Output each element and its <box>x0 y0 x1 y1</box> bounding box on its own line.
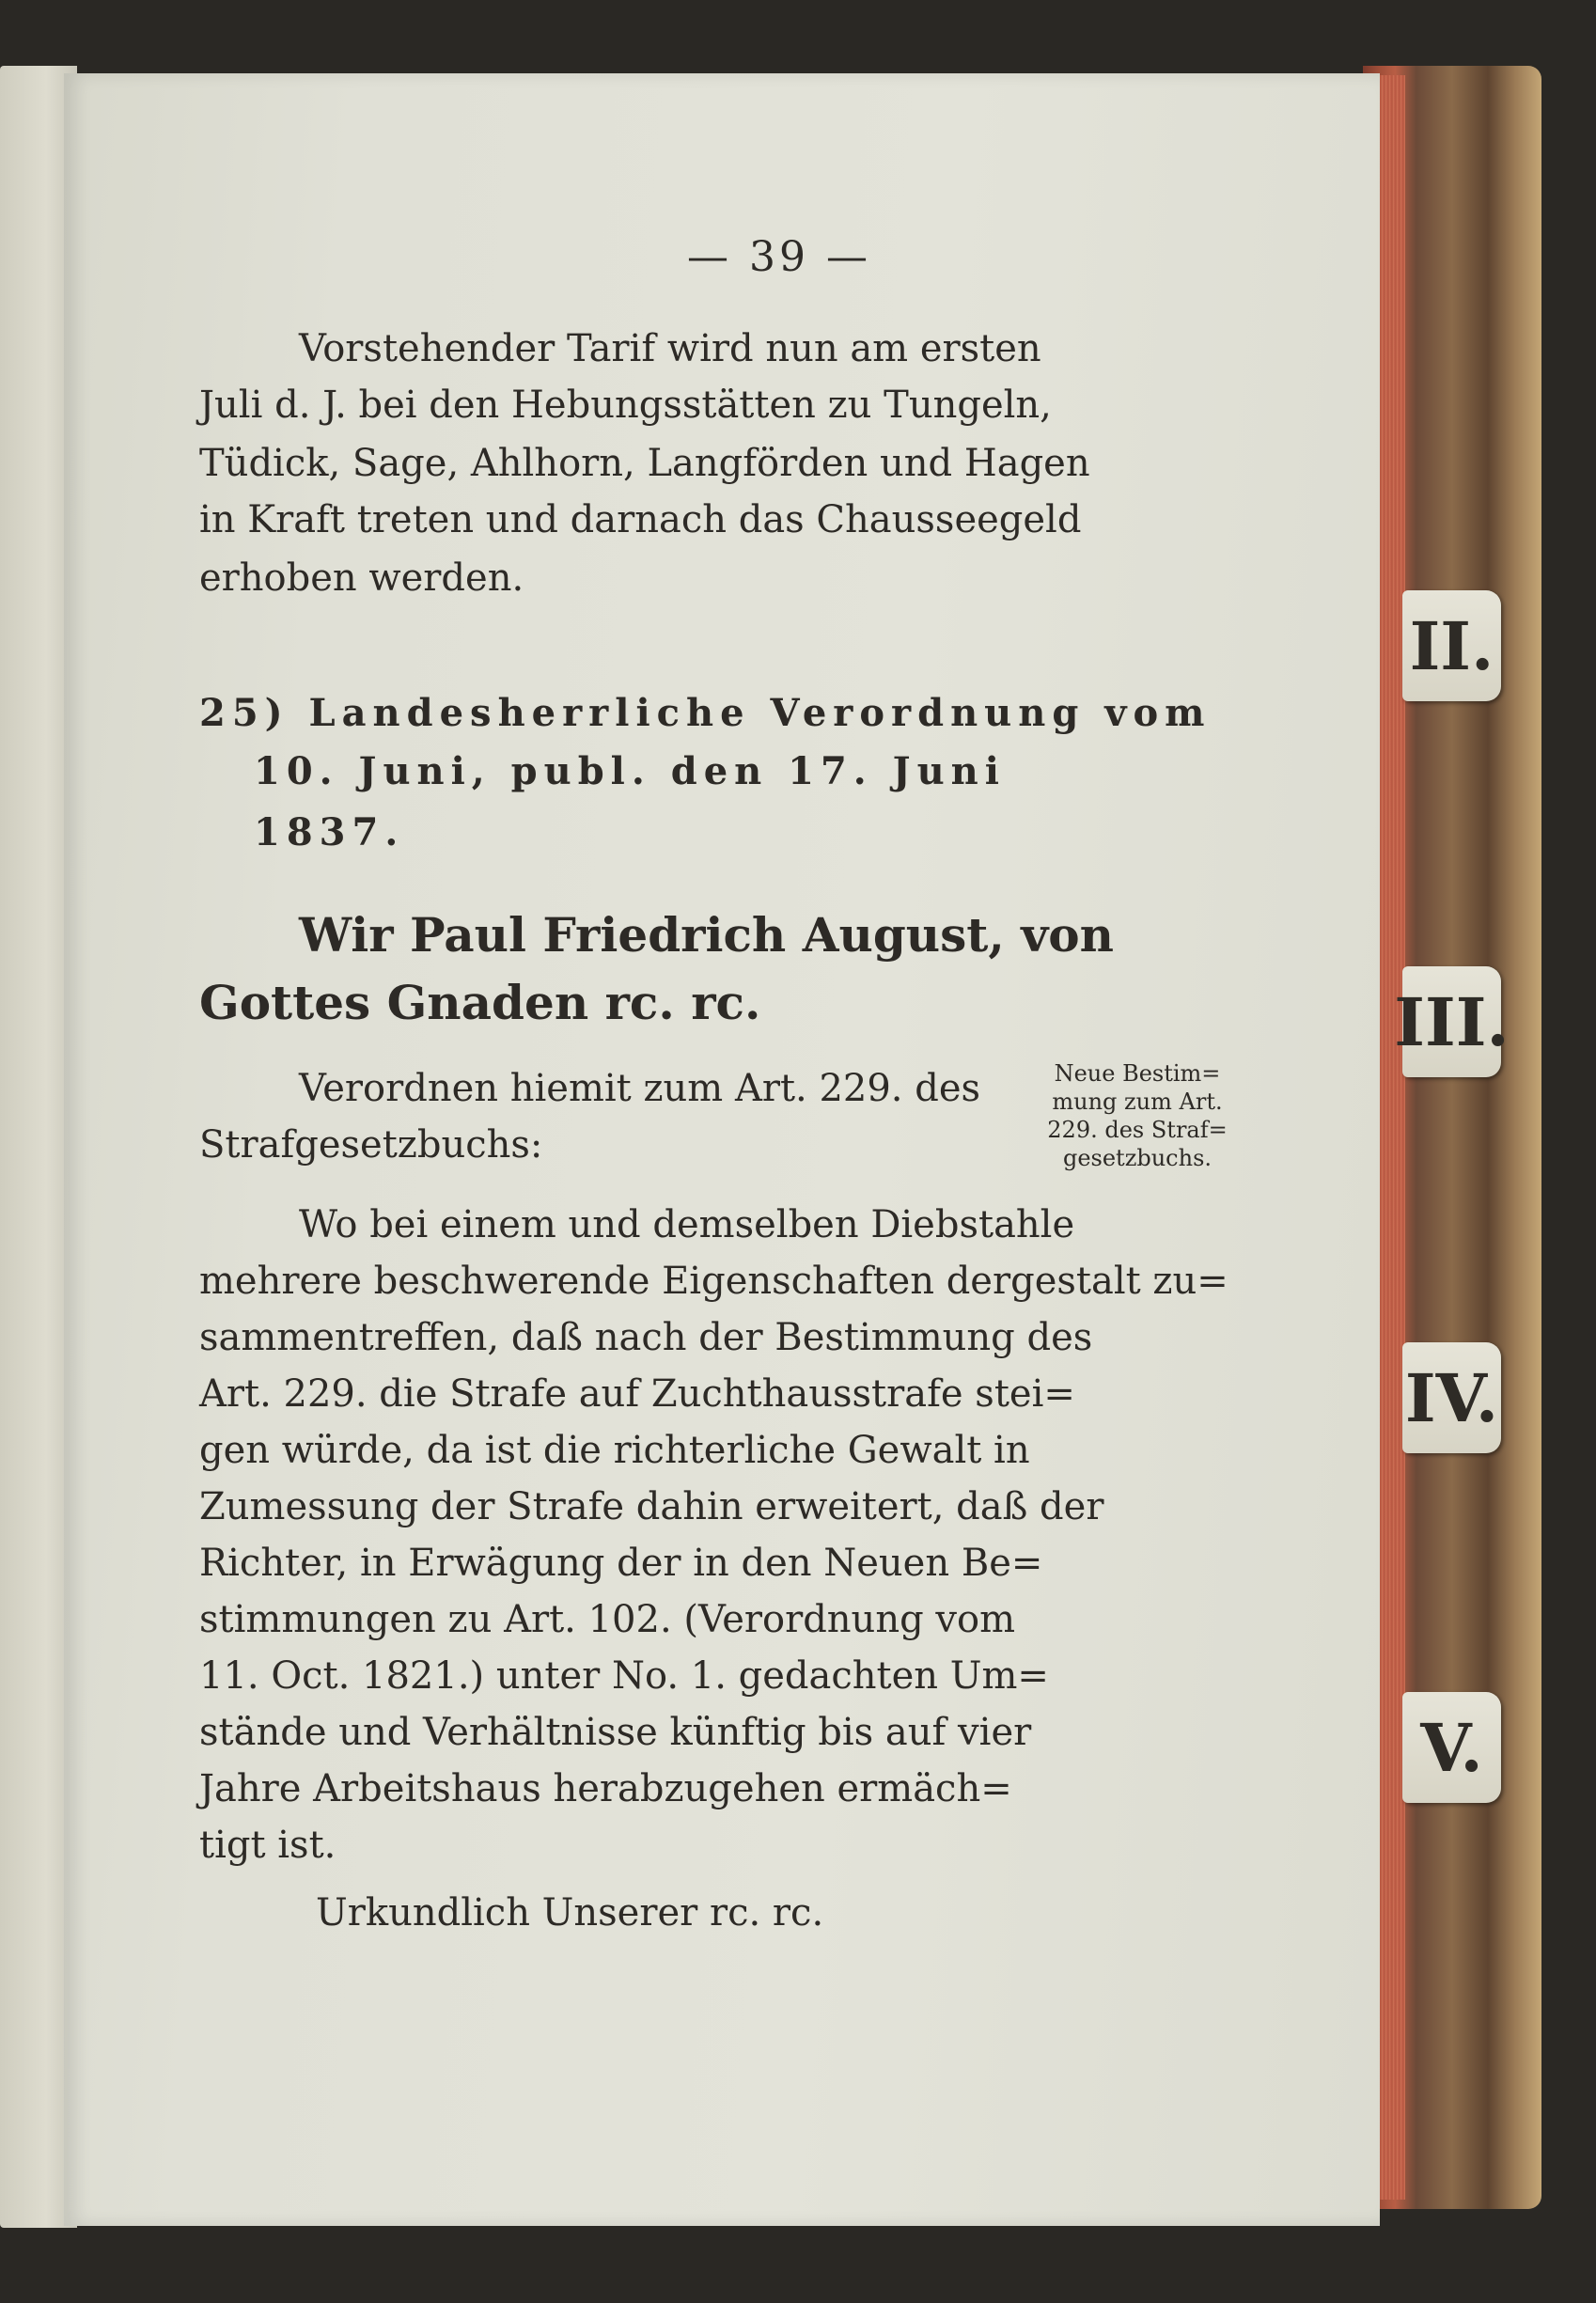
paragraph-line: Wo bei einem und demselben Diebstahle <box>299 1203 1075 1246</box>
section-tab-v[interactable] <box>1402 1692 1501 1803</box>
paragraph-line: stände und Verhältnisse künftig bis auf vier <box>199 1711 1032 1754</box>
section-heading-line: 10. Juni, publ. den 17. Juni <box>254 749 1006 793</box>
paragraph-line: mehrere beschwerende Eigenschaften dergestalt zu= <box>199 1260 1228 1303</box>
paragraph-line: in Kraft treten und darnach das Chausseegeld <box>199 498 1082 541</box>
margin-note-line: 229. des Straf= <box>1047 1117 1228 1143</box>
section-tab-iv[interactable] <box>1402 1342 1501 1453</box>
paragraph-line: Juli d. J. bei den Hebungsstätten zu Tungeln, <box>199 384 1052 427</box>
paragraph-line: Zumessung der Strafe dahin erweitert, daß der <box>199 1485 1104 1528</box>
paragraph-line: sammentreffen, daß nach der Bestimmung des <box>199 1316 1093 1359</box>
paragraph-line: tigt ist. <box>199 1824 336 1867</box>
tab-label: II. <box>1409 606 1494 685</box>
section-tab-iii[interactable] <box>1394 966 1510 1077</box>
page-number: — 39 — <box>687 233 871 281</box>
decree-title-line: Wir Paul Friedrich August, von <box>299 907 1114 963</box>
margin-note-line: gesetzbuchs. <box>1062 1145 1213 1171</box>
paragraph-line: gen würde, da ist die richterliche Gewalt in <box>199 1429 1030 1472</box>
section-heading-line: 1837. <box>254 810 405 854</box>
section-tab-ii[interactable] <box>1402 590 1501 701</box>
tab-label: IV. <box>1404 1358 1499 1437</box>
section-heading-line: 25) Landesherrliche Verordnung vom <box>199 691 1212 735</box>
tab-label: III. <box>1394 982 1510 1061</box>
paragraph-line: erhoben werden. <box>199 556 524 600</box>
paragraph-line: 11. Oct. 1821.) unter No. 1. gedachten Um= <box>199 1654 1049 1698</box>
paragraph-line: Vorstehender Tarif wird nun am ersten <box>299 327 1041 370</box>
tab-label: V. <box>1420 1708 1483 1787</box>
margin-note-line: Neue Bestim= <box>1054 1060 1221 1087</box>
paragraph-line: stimmungen zu Art. 102. (Verordnung vom <box>199 1598 1016 1641</box>
paragraph-line: Art. 229. die Strafe auf Zuchthausstrafe stei= <box>199 1372 1075 1416</box>
paragraph-line: Strafgesetzbuchs: <box>199 1123 543 1167</box>
paragraph-line: Jahre Arbeitshaus herabzugehen ermäch= <box>199 1767 1012 1810</box>
paragraph-line: Tüdick, Sage, Ahlhorn, Langförden und Hagen <box>199 442 1090 485</box>
margin-note-line: mung zum Art. <box>1052 1089 1223 1115</box>
closing-line: Urkundlich Unserer rc. rc. <box>316 1891 824 1935</box>
paragraph-line: Richter, in Erwägung der in den Neuen Be= <box>199 1542 1043 1585</box>
paragraph-line: Verordnen hiemit zum Art. 229. des <box>299 1067 981 1110</box>
decree-title-line: Gottes Gnaden rc. rc. <box>199 975 761 1030</box>
